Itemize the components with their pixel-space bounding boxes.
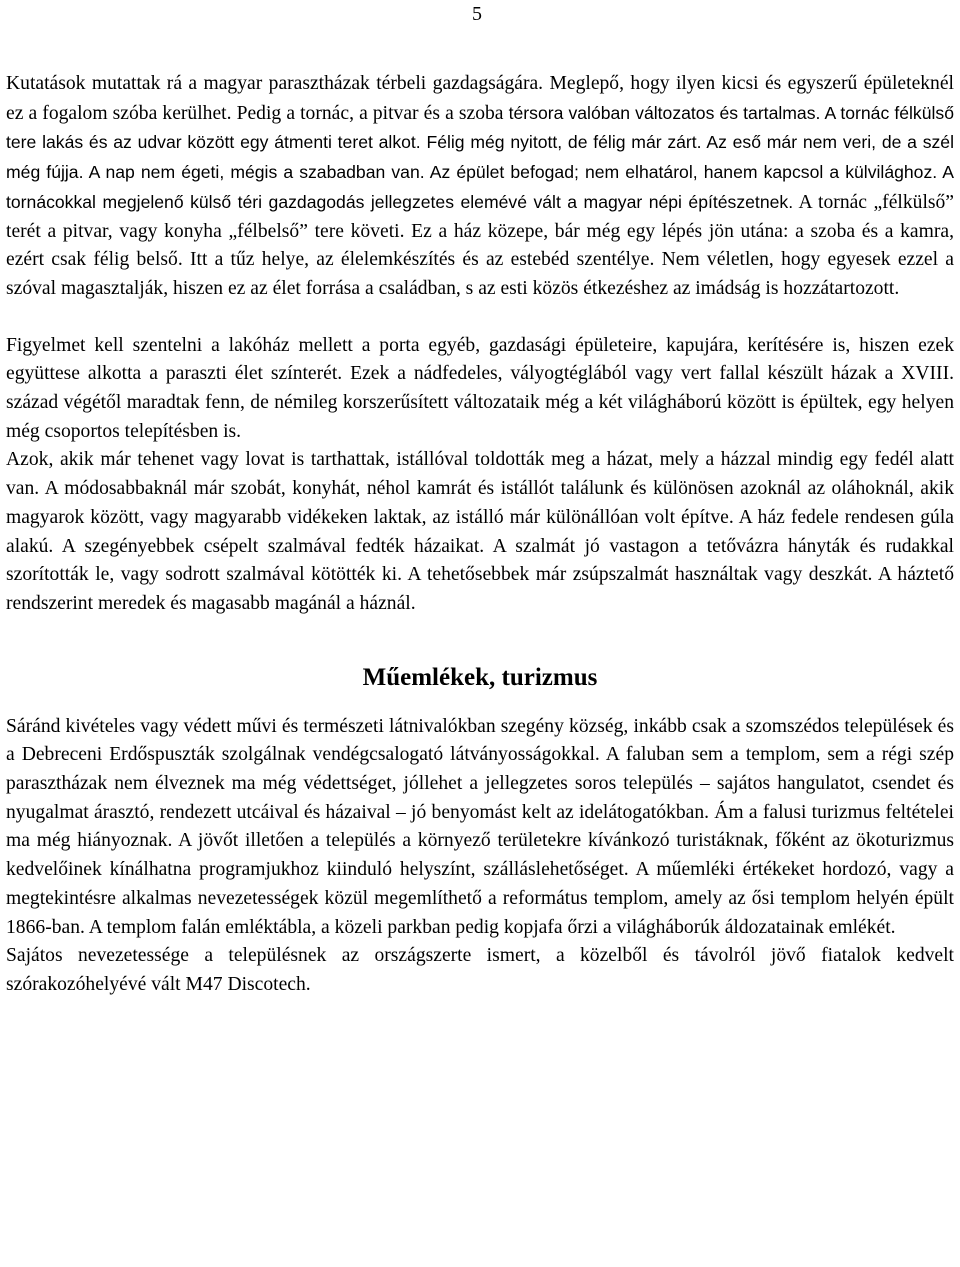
paragraph-intro bbox=[6, 70, 954, 304]
page-number: 5 bbox=[472, 3, 482, 25]
paragraph-muemlekek: Sáránd kivételes vagy védett művi és természeti látnivalókban szegény község, inkább csak a szomszédos települések és a Debreceni Erdőspuszták szolgálnak vendégcsalogató látványosságokkal. A faluban sem a templom, sem a régi szép parasztházak nem élveznek ma még védettséget, jóllehet a jellegzetes soros település – sajátos hangulatot, csendet és nyugalmat árasztó, rendezett utcáival és házaival – jó benyomást kelt az idelátogatókban. Ám a falusi turizmus feltételei ma még hiányoznak. A jövőt illetően a település a környező területekre kívánkozó turistáknak, főként az ökoturizmus kedvelőinek kínálhatna programjukhoz kiinduló helyszínt, szálláslehetőséget. A műemléki értékeket hordozó, vagy a megtekintésre alkalmas nevezetességek közül megemlíthető a református templom, amely az ősi templom helyén épült 1866-ban. A templom falán emléktábla, a közeli parkban pedig kopjafa őrzi a világháborúk áldozatainak emlékét. bbox=[6, 715, 954, 938]
section-heading: Műemlékek, turizmus bbox=[362, 663, 598, 691]
paragraph-porta: Figyelmet kell szentelni a lakóház mellett a porta egyéb, gazdasági épületeire, kapujára, kerítésére is, hiszen ezek együttese alkotta a paraszti élet színterét. Ezek a nádfedeles, vályogtéglából vagy vert fallal készült házak a XVIII. század végétől maradtak fenn, de némileg korszerűsített változataik még a két világháború között is épültek, egy helyen még csoportos telepítésben is. bbox=[6, 334, 954, 442]
paragraph-intro-part-a: Kutatások mutattak rá a magyar parasztházak térbeli gazdagságára. Meglepő, hogy ilyen kicsi és egyszerű épületeknél ez a fogalom szóba kerülhet. Pedig a tornác, a pitvar és a szoba bbox=[6, 73, 954, 124]
paragraph-nevezetesseg: Sajátos nevezetessége a településnek az országszerte ismert, a közelből és távolról jövő fiatalok kedvelt szórakozóhelyévé vált M47 Discotech. bbox=[6, 945, 954, 995]
paragraph-istallo: Azok, akik már tehenet vagy lovat is tarthattak, istállóval toldották meg a házat, mely a házzal mindig egy fedél alatt van. A módosabbaknál már szobát, konyhát, néhol kamrát és istállót találunk és különösen azoknál az oláhoknál, akik magyarok között, vagy magyarabb vidékeken laktak, az istálló már különállóan volt építve. A ház fedele rendesen gúla alakú. A szegényebbek csépelt szalmával fedték házaikat. A szalmát jó vastagon a tetővázra hányták és rudakkal szorították le, vagy sodrott szalmával kötötték ki. A tehetősebbek már zsúpszalmát használtak vagy deszkát. A háztető rendszerint meredek és magasabb magánál a háznál. bbox=[6, 449, 954, 614]
paragraph-intro-part-c: A tornác „félkülső” terét a pitvar, vagy konyha „félbelső” tere követi. Ez a ház közepe, bár még egy lépés jön utána: a szoba és a kamra, ezért csak félig belső. Itt a tűz helye, az élelemkészítés és az estebéd szentélye. Nem véletlen, hogy egyesek ezzel a szóval magasztalják, hiszen ez az élet forrása a családban, s az esti közös étkezéshez az imádság is hozzátartozott. bbox=[6, 191, 955, 299]
paragraph-intro-part-b: térsora valóban változatos és tartalmas. A tornác félkülső tere lakás és az udvar között egy átmenti teret alkot. Félig még nyitott, de félig már zárt. Az eső már nem veri, de a szél még fújja. A nap nem égeti, mégis a szabadban van. Az épület befogad; nem elhatárol, hanem kapcsol a külvilághoz. A tornácokkal megjelenő külső téri gazdagodás jellegzetes elemévé vált a magyar népi építészetnek. bbox=[6, 102, 954, 212]
document-body bbox=[6, 70, 954, 1000]
